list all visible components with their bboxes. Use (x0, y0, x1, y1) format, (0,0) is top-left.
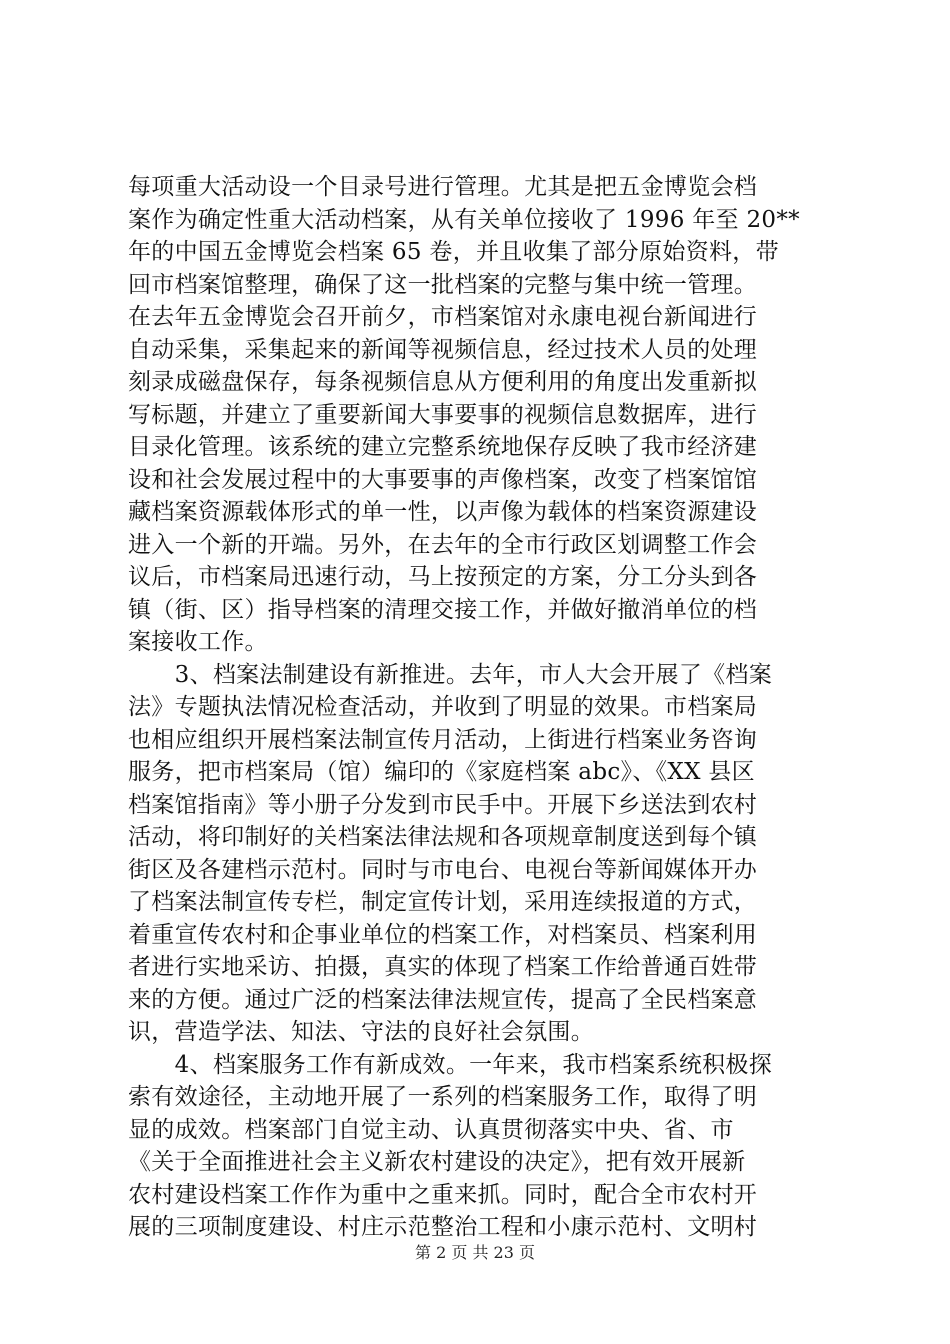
text-line: 写标题，并建立了重要新闻大事要事的视频信息数据库，进行 (128, 401, 758, 428)
text-line: 在去年五金博览会召开前夕，市档案馆对永康电视台新闻进行 (128, 304, 758, 330)
text-line: 也相应组织开展档案法制宣传月活动，上街进行档案业务咨询 (128, 726, 758, 753)
text-line: 4、档案服务工作有新成效。一年来，我市档案系统积极探 (128, 1051, 773, 1078)
text-line: 来的方便。通过广泛的档案法律法规宣传，提高了全民档案意 (128, 986, 758, 1013)
text-line: 3、档案法制建设有新推进。去年，市人大会开展了《档案 (128, 661, 773, 688)
text-line: 农村建设档案工作作为重中之重来抓。同时，配合全市农村开 (128, 1181, 758, 1208)
text-line: 镇（街、区）指导档案的清理交接工作，并做好撤消单位的档 (128, 596, 758, 623)
text-line: 每项重大活动设一个目录号进行管理。尤其是把五金博览会档 (128, 174, 758, 200)
text-line: 法》专题执法情况检查活动，并收到了明显的效果。市档案局 (128, 694, 758, 720)
text-line: 案接收工作。 (128, 629, 268, 655)
text-line: 议后，市档案局迅速行动，马上按预定的方案，分工分头到各 (128, 564, 758, 590)
text-line: 了档案法制宣传专栏，制定宣传计划，采用连续报道的方式， (128, 889, 758, 915)
text-line: 回市档案馆整理，确保了这一批档案的完整与集中统一管理。 (128, 271, 758, 298)
text-line: 街区及各建档示范村。同时与市电台、电视台等新闻媒体开办 (128, 856, 758, 883)
text-line: 自动采集，采集起来的新闻等视频信息，经过技术人员的处理 (128, 336, 758, 363)
text-line: 刻录成磁盘保存，每条视频信息从方便利用的角度出发重新拟 (128, 369, 758, 395)
text-line: 设和社会发展过程中的大事要事的声像档案，改变了档案馆馆 (128, 466, 758, 493)
text-line: 进入一个新的开端。另外，在去年的全市行政区划调整工作会 (128, 531, 758, 558)
page-number-footer: 第 2 页 共 23 页 (415, 1243, 535, 1262)
text-line: 目录化管理。该系统的建立完整系统地保存反映了我市经济建 (128, 434, 758, 460)
text-line: 档案馆指南》等小册子分发到市民手中。开展下乡送法到农村 (128, 791, 758, 818)
text-line: 索有效途径，主动地开展了一系列的档案服务工作，取得了明 (128, 1084, 758, 1110)
text-line: 藏档案资源载体形式的单一性，以声像为载体的档案资源建设 (128, 499, 758, 525)
document-body (128, 171, 830, 1244)
text-line: 识，营造学法、知法、守法的良好社会氛围。 (128, 1019, 594, 1045)
text-line: 案作为确定性重大活动档案，从有关单位接收了 1996 年至 20** (128, 206, 800, 233)
text-line: 年的中国五金博览会档案 65 卷，并且收集了部分原始资料，带 (128, 239, 779, 265)
text-line: 显的成效。档案部门自觉主动、认真贯彻落实中央、省、市 (128, 1116, 734, 1143)
text-line: 着重宣传农村和企事业单位的档案工作，对档案员、档案利用 (128, 921, 758, 948)
text-line: 展的三项制度建设、村庄示范整治工程和小康示范村、文明村 (128, 1214, 758, 1240)
text-line: 《关于全面推进社会主义新农村建设的决定》，把有效开展新 (128, 1149, 746, 1175)
text-line: 者进行实地采访、拍摄，真实的体现了档案工作给普通百姓带 (128, 954, 758, 980)
text-line: 活动，将印制好的关档案法律法规和各项规章制度送到每个镇 (128, 824, 758, 850)
text-line: 服务，把市档案局（馆）编印的《家庭档案 abc》、《XX 县区 (128, 759, 755, 785)
